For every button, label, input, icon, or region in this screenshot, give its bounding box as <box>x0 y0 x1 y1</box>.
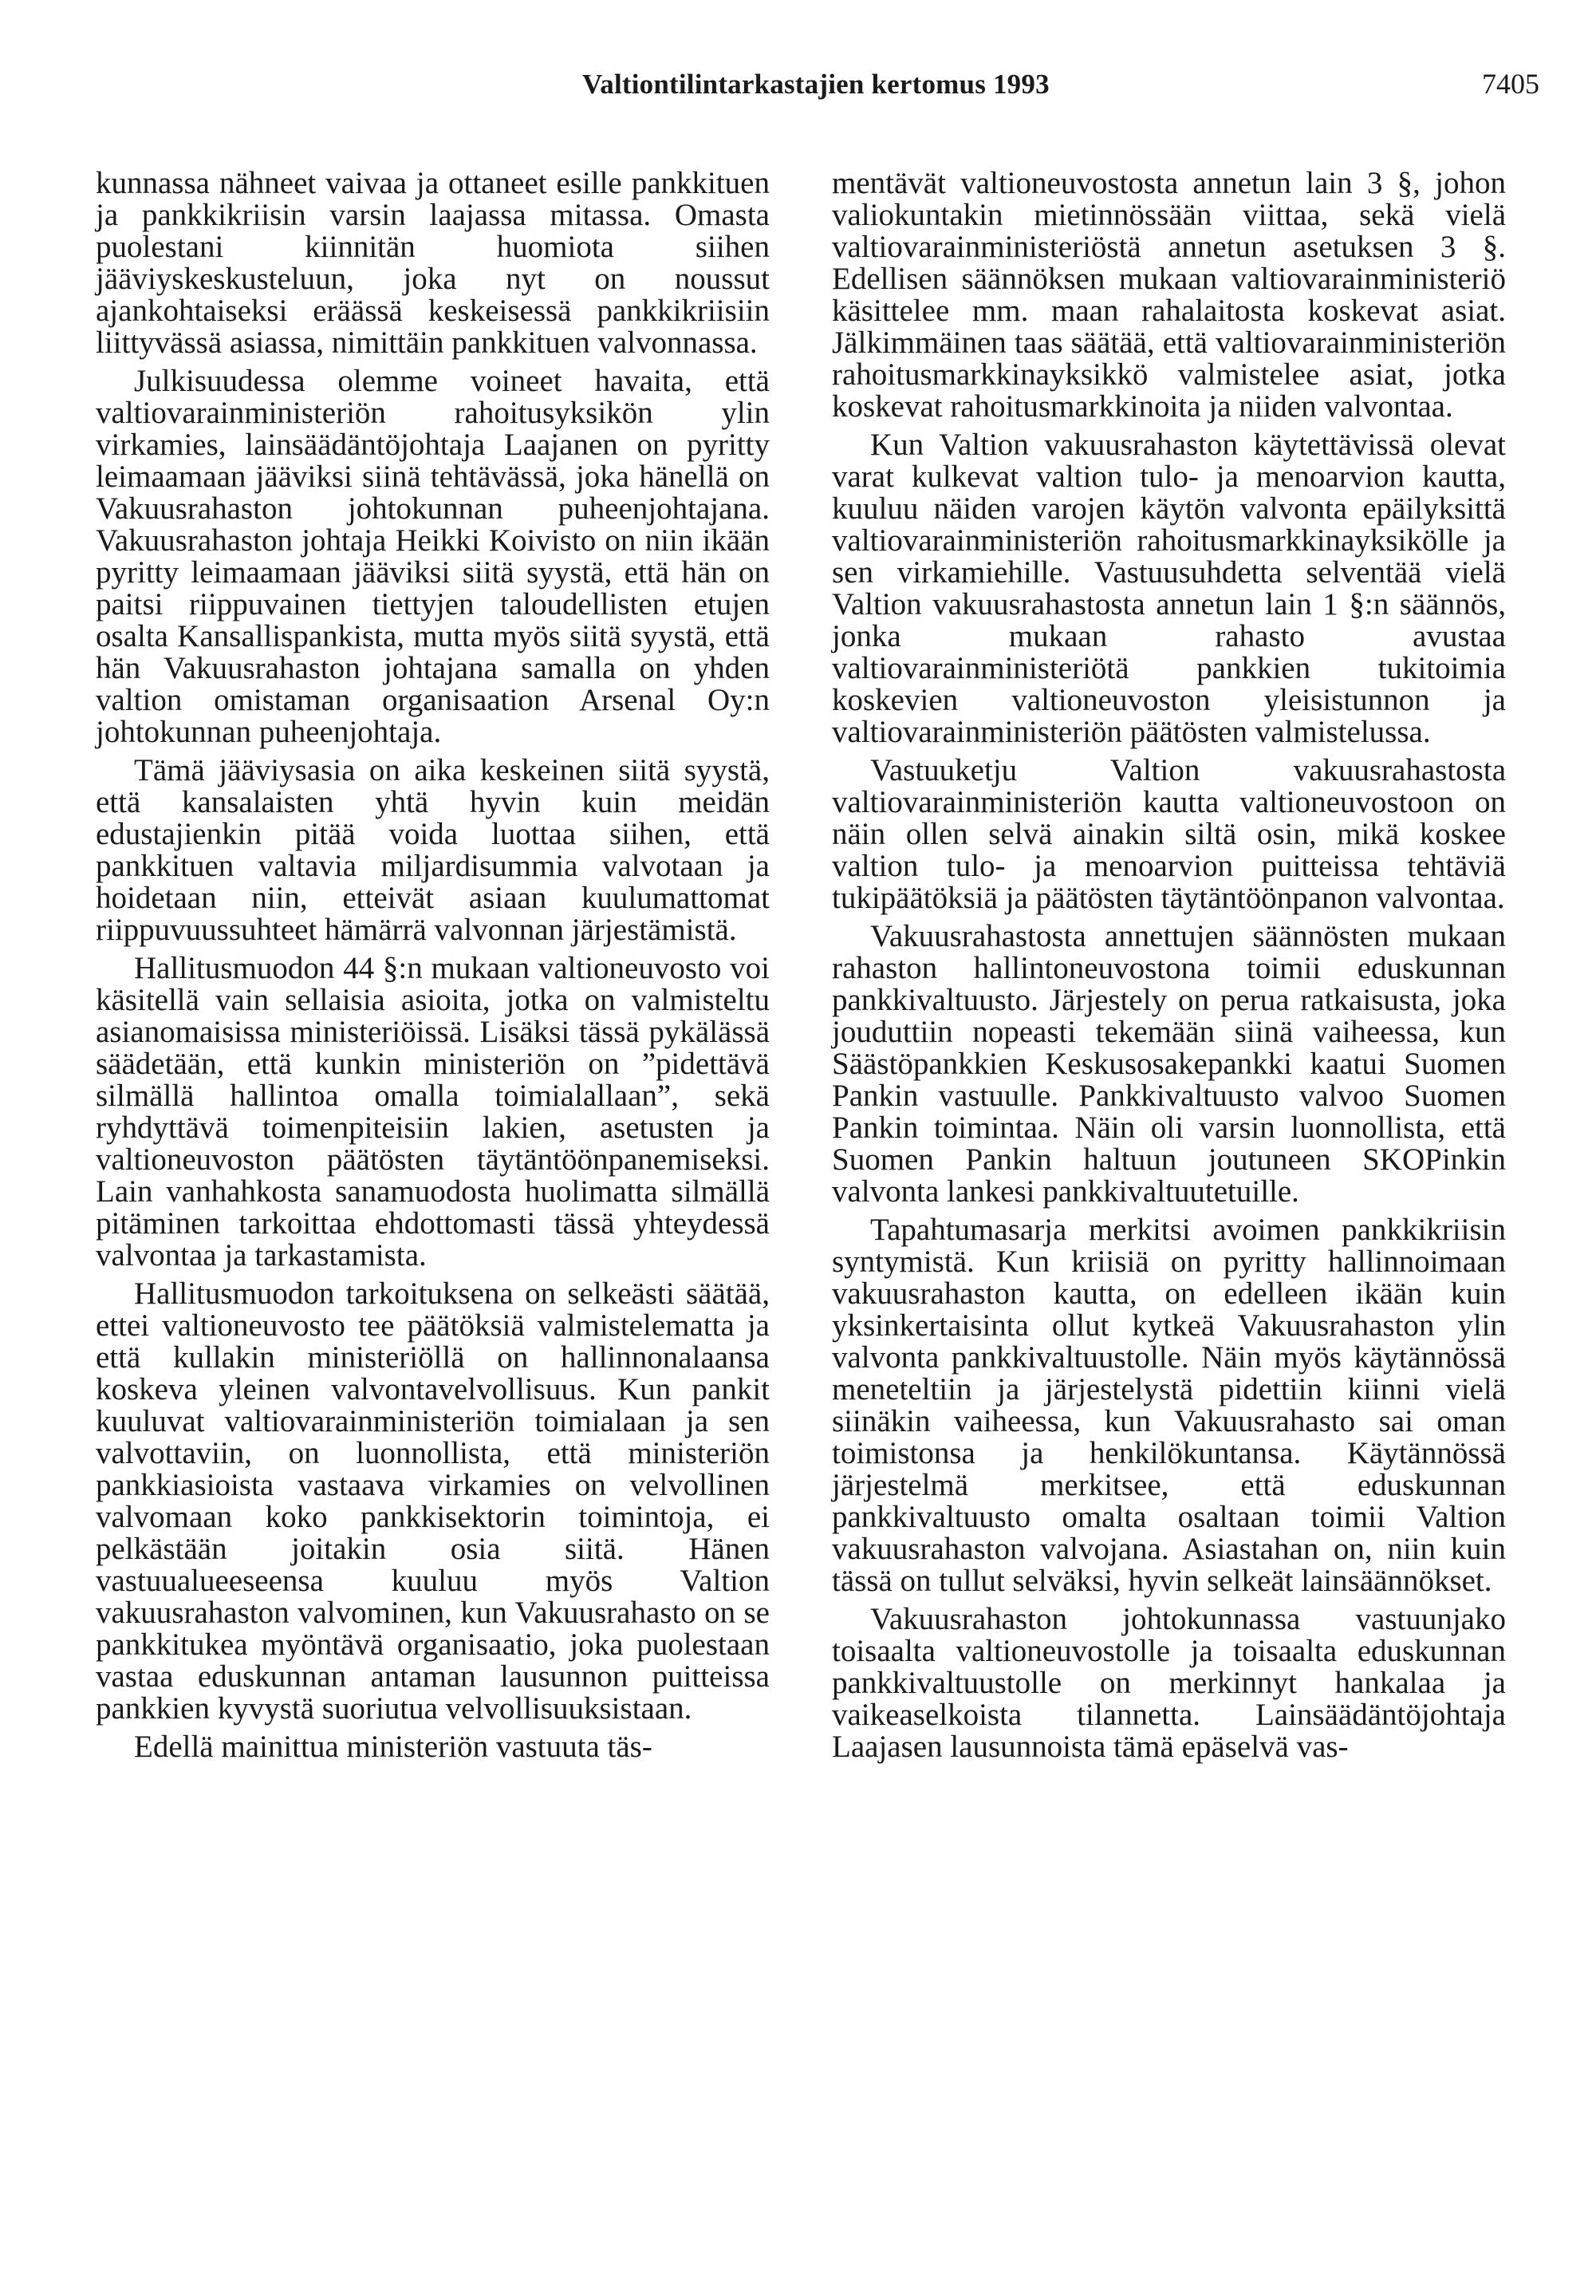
paragraph: Tämä jääviysasia on aika keskeinen siitä syystä, että kansalaisten yhtä hyvin kuin meidän edustajienkin pitää voida luottaa siihen, että pankkituen valtavia miljardisummia valvotaan ja hoidetaan niin, etteivät asiaan kuulumattomat riippuvuussuhteet hämärrä valvonnan järjestämistä. <box>96 753 770 947</box>
right-text-column <box>832 168 1506 1769</box>
paragraph: Vakuusrahastosta annettujen säännösten mukaan rahaston hallintoneuvostona toimii eduskunnan pankkivaltuusto. Järjestely on perua ratkaisusta, joka jouduttiin nopeasti tekemään siinä vaiheessa, kun Säästöpankkien Keskusosakepankki kaatui Suomen Pankin vastuulle. Pankkivaltuusto valvoo Suomen Pankin toimintaa. Näin oli varsin luonnollista, että Suomen Pankin haltuun joutuneen SKOPinkin valvonta lankesi pankkivaltuutetuille. <box>832 919 1506 1209</box>
paragraph: Julkisuudessa olemme voineet havaita, että valtiovarainministeriön rahoitusyksikön ylin virkamies, lainsäädäntöjohtaja Laajanen on pyritty leimaamaan jääviksi siinä tehtävässä, joka hänellä on Vakuusrahaston johtokunnan puheenjohtajana. Vakuusrahaston johtaja Heikki Koivisto on niin ikään pyritty leimaamaan jääviksi siitä syystä, että hän on paitsi riippuvainen tiettyjen taloudellisten etujen osalta Kansallispankista, mutta myös siitä syystä, että hän Vakuusrahaston johtajana samalla on yhden valtion omistaman organisaation Arsenal Oy:n johtokunnan puheenjohtaja. <box>96 364 770 749</box>
paragraph: Hallitusmuodon tarkoituksena on selkeästi säätää, ettei valtioneuvosto tee päätöksiä valmistelematta ja että kullakin ministeriöllä on hallinnonalaansa koskeva yleinen valvontavelvollisuus. Kun pankit kuuluvat valtiovarainministeriön toimialaan ja sen valvottaviin, on luonnollista, että ministeriön pankkiasioista vastaava virkamies on velvollinen valvomaan koko pankkisektorin toimintoja, ei pelkästään joitakin osia siitä. Hänen vastuualueeseensa kuuluu myös Valtion vakuusrahaston valvominen, kun Vakuusrahasto on se pankkitukea myöntävä organisaatio, joka puolestaan vastaa eduskunnan antaman lausunnon puitteissa pankkien kyvystä suoriutua velvollisuuksistaan. <box>96 1276 770 1726</box>
paragraph: Tapahtumasarja merkitsi avoimen pankkikriisin syntymistä. Kun kriisiä on pyritty hallinnoimaan vakuusrahaston kautta, on edelleen ikään kuin yksinkertaisinta ollut kytkeä Vakuusrahaston ylin valvonta pankkivaltuustolle. Näin myös käytännössä meneteltiin ja järjestelystä pidettiin kiinni vielä siinäkin vaiheessa, kun Vakuusrahasto sai oman toimistonsa ja henkilökuntansa. Käytännössä järjestelmä merkitsee, että eduskunnan pankkivaltuusto omalta osaltaan toimii Valtion vakuusrahaston valvojana. Asiastahan on, niin kuin tässä on tullut selväksi, hyvin selkeät lainsäännökset. <box>832 1213 1506 1598</box>
paragraph: Hallitusmuodon 44 §:n mukaan valtioneuvosto voi käsitellä vain sellaisia asioita, jotka on valmisteltu asianomaisissa ministeriöissä. Lisäksi tässä pykälässä säädetään, että kunkin ministeriön on ”pidettävä silmällä hallintoa omalla toimialallaan”, sekä ryhdyttävä toimenpiteisiin lakien, asetusten ja valtioneuvoston päätösten täytäntöönpanemiseksi. Lain vanhahkosta sanamuodosta huolimatta silmällä pitäminen tarkoittaa ehdottomasti tässä yhteydessä valvontaa ja tarkastamista. <box>96 951 770 1272</box>
running-header-title: Valtiontilintarkastajien kertomus 1993 <box>582 69 1050 100</box>
left-text-column <box>96 168 770 1769</box>
paragraph: Edellä mainittua ministeriön vastuuta täs- <box>134 1730 652 1764</box>
paragraph: mentävät valtioneuvostosta annetun lain 3 §, johon valiokuntakin mietinnössään viittaa, sekä vielä valtiovarainministeriöstä annetun asetuksen 3 §. Edellisen säännöksen mukaan valtiovarainministeriö käsittelee mm. maan rahalaitosta koskevat asiat. Jälkimmäinen taas säätää, että valtiovarainministeriön rahoitusmarkkinayksikkö valmistelee asiat, jotka koskevat rahoitusmarkkinoita ja niiden valvontaa. <box>832 166 1506 424</box>
page-number: 7405 <box>1482 68 1539 100</box>
paragraph: Vastuuketju Valtion vakuusrahastosta valtiovarainministeriön kautta valtioneuvostoon on näin ollen selvä ainakin siltä osin, mikä koskee valtion tulo- ja menoarvion puitteissa tehtäviä tukipäätöksiä ja päätösten täytäntöönpanon valvontaa. <box>832 753 1506 915</box>
paragraph: Vakuusrahaston johtokunnassa vastuunjako toisaalta valtioneuvostolle ja toisaalta eduskunnan pankkivaltuustolle on merkinnyt hankalaa ja vaikeaselkoista tilannetta. Lainsäädäntöjohtaja Laajasen lausunnoista tämä epäselvä vas- <box>832 1602 1506 1764</box>
paragraph: Kun Valtion vakuusrahaston käytettävissä olevat varat kulkevat valtion tulo- ja menoarvion kautta, kuuluu näiden varojen käytön valvonta epäilyksittä valtiovarainministeriön rahoitusmarkkinayksikölle ja sen virkamiehille. Vastuusuhdetta selventää vielä Valtion vakuusrahastosta annetun lain 1 §:n säännös, jonka mukaan rahasto avustaa valtiovarainministeriötä pankkien tukitoimia koskevien valtioneuvoston yleisistunnon ja valtiovarainministeriön päätösten valmistelussa. <box>832 428 1506 749</box>
paragraph: kunnassa nähneet vaivaa ja ottaneet esille pankkituen ja pankkikriisin varsin laajassa mitassa. Omasta puolestani kiinnitän huomiota siihen jääviyskeskusteluun, joka nyt on noussut ajankohtaiseksi eräässä keskeisessä pankkikriisiin liittyvässä asiassa, nimittäin pankkituen valvonnassa. <box>96 166 770 360</box>
